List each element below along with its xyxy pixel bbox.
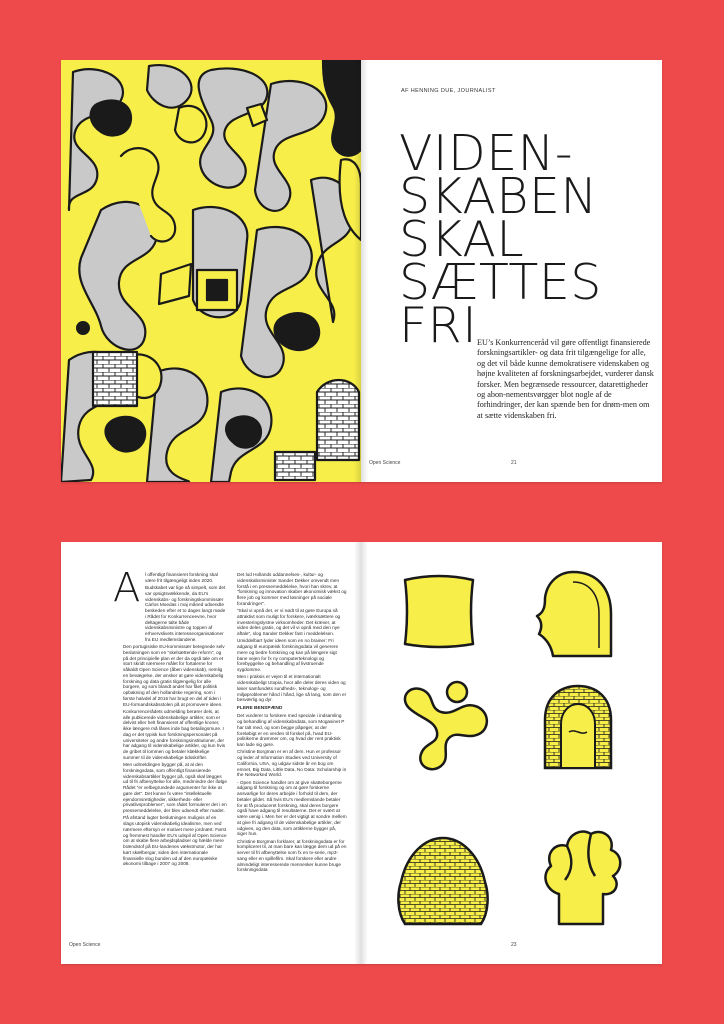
text-column-2 — [237, 572, 347, 875]
spine-shadow — [354, 542, 368, 964]
headline-line: SKABEN — [399, 168, 598, 225]
paragraph: - Open Science handler om at give skatteborgerne adgang til forskning og om at gøre forskerne ansvarlige for deres arbejde i forhold til dem, der betaler gildet. Så hvis EU’s medlemslande betaler for at få produceret forskning, skal deres borgere også have adgang til resultaterne. Det er svært at være uenig i. Men her er det vigtigt at sondre mellem at give fri adgang til de videnskabelige artikler, der udgives, og den data, som artiklerne bygger på, siger hun. — [237, 779, 347, 837]
top-spread — [61, 60, 662, 482]
headline-line: VIDEN- — [399, 125, 573, 182]
head-profile-icon — [533, 568, 615, 660]
subheading: FLERE BENSPÆND — [237, 706, 283, 711]
bottom-spread — [61, 542, 662, 964]
paragraph: Det lod Hollands uddannelses-, kultur- og videnskabsminister Sander Dekker omvendt men forstå i en pressemeddelelse, hvori han skrev, at “forskning og innovation skaber økonomisk vækst og flere job og kommer med løsninger på sociale forandringer”. — [237, 572, 347, 606]
paragraph: Men udmeldingen bygger på, at al den forskningsdata, som offentligt finansierede videnskabsartikler bygger på, også skal lægges ud til fri afbenyttelse for alle, medmindre der ifølge Rådet “er velbegrundede argumenter for ikke at gøre det”. Det kunne fx være “intellektuelle ejendomsrettigheder, sikkerheds- eller privatlivsproblemer”, som rådet formulerer det i en pressemeddelelse, der blev udsendt efter mødet. — [123, 762, 227, 813]
article-page — [61, 542, 361, 964]
paragraph: Det vurderer to forskere med speciale i indsamling og behandling af videnskabsdata, som Mogasinet P har talt med, og som begge påpeger, at der foreløbigt er en verden til forskel på, hvad EU-politikerne drømmer om, og hvad der rent praktisk kan lade sig gøre. — [237, 713, 345, 747]
lede-paragraph: EU’s Konkurrenceråd vil gøre offentligt finansierede forskningsartikler- og data frit tilgængelige for alle, og det vil både kunne demokratisere videnskaben og højne kvaliteten af forskningsarbejdet, vurderer dansk forsker. Men begrænsede ressourcer, datarettigheder og abon-nementsvørgger blot nogle af de forhindringer, der kan spænde ben for drøm-men om at sætte videnskaben fri. — [477, 338, 654, 420]
headline-line: SÆTTES — [399, 254, 602, 311]
drop-cap: A — [113, 565, 141, 611]
paragraph: Konkurrencerådets udmelding berører dels, at alle publicerede videnskabelige artikler, som er delvist eller helt finansieret af offentlige kroner, ikke længere må låses inde bag betalingsmure. I dag er det typisk kun forskningspersonalet på universiteter og andre forskningsinstitutioner, der har adgang til videnskabelige artikler, og kun hvis de gribet til lommen og betaler klækkelige summer til de videnskabelige tidsskrifter. — [123, 708, 226, 760]
paragraph: Men i praksis er vejen til et internationalt videnskabeligt Utopia, hvor alle deler deres viden og løser samfundets sundheds-, teknologi- og miljøproblemer hånd i hånd, lige så lang, som den er besværlig og dyr. — [237, 674, 347, 703]
knot-figure-icon — [395, 678, 495, 774]
icons-page — [361, 542, 662, 964]
paragraph: Den portugisiske EU-kommissær betegnede selv beslutningen som en “skelsættende reform”, og på det principielle plan er der da også tale om et stort skridt nærmere målet for fortalerne for såkaldt Open Science (åben videnskab), nemlig en bevægelse, der ønsker at gøre videnskabelig forskning og data gratis tilgængelig for alle borgere, og som blandt andet har fået politisk opbakning af den hollandske regering, som i første halvdel af 2016 har brugt en del af tiden i EU-formandskabsstolen på at promovere ideen. — [123, 644, 225, 707]
page-number: 23 — [511, 942, 517, 948]
page-number: 21 — [511, 460, 517, 466]
paragraph: Umiddelbart lyder ideen som en no brainer: Fri adgang til europæisk forskningsdata vil generere mere og bedre forskning og kan på længere sigt bane vejen for fx ny computerteknologi og forebyggelse og behandling af livstruende sygdomme. — [237, 638, 339, 672]
ornamental-illustration — [61, 60, 361, 482]
paragraph: Christine Borgman forklarer, at forskningsdata er for kompliceret til, at man bare kan lægge dem ud på en server til fri afbenyttelse som fx en tv-serie, mp3-sang eller en spillefilm. Skal forskere eller andre almindeligt interesserede mennesker kunne bruge forskningsdata — [237, 838, 347, 873]
footer-section: Open Science — [369, 460, 401, 466]
spine-shadow — [354, 60, 368, 482]
paragraph: På afstand lugter beslutningen muligvis af en slags utopisk videnskabelig idealisme, men ved nærmere eftersyn er motivet mere jordnært. Først og fremmest handler EU’s udspil af Open Science om at skabe flere arbejdspladser og hælde mere brændstof på EU-landenes vækstmotor, der har kørt skælbergar, siden den internationale finansielle slog bunden ud af den europæiske økonomi tilbage i 2007 og 2008. — [123, 815, 227, 867]
footer-section: Open Science — [69, 942, 101, 948]
paragraph: Christine Borgman er en af dem. Hun er professor og leder af Information Studies ved University of California, USA, og udgav sidste år en bog om emnet, Big Data, Little Data, No Data: Scholarship in the Networked World. — [237, 749, 347, 778]
puzzle-shape-icon — [399, 572, 479, 652]
headline-line: SKAL — [399, 211, 525, 268]
paragraph: Budskabet var lige så simpelt, som det var opsigtsvækkende, da EU’s videnskabs- og forskningskommissær Carlos Moedas i maj måned udsendte beskeden efter et to dages langt møde i Rådet for Konkurrenceevne, hvor deltagerne talte både videnskabsministre og toppen af erhvervslivets interesseorganisationer fra EU medlemslandene. — [145, 585, 226, 642]
headline — [399, 125, 602, 354]
paragraph: l offentligt finansieret forskning skal være frit tilgængeligt inden 2020. — [145, 572, 218, 583]
title-page — [361, 60, 662, 482]
arched-window-icon — [539, 682, 617, 772]
text-column-1 — [123, 572, 227, 869]
brick-globe-icon — [395, 824, 491, 928]
byline: AF HENNING DUE, JOURNALIST — [401, 88, 496, 94]
paragraph: “Skal vi opnå det, er vi nødt til at gøre Europa så attraktivt som muligt for forskere, iværksættere og investeringslystne virksomheder. Det kræver, at viden deles gratis, og det vil vi opnå med den nye aftale”, slog Sander Dekker fast i meddelelsen. — [237, 608, 341, 636]
headline-line: FRI — [399, 297, 478, 354]
leaf-cluster-icon — [539, 824, 623, 928]
